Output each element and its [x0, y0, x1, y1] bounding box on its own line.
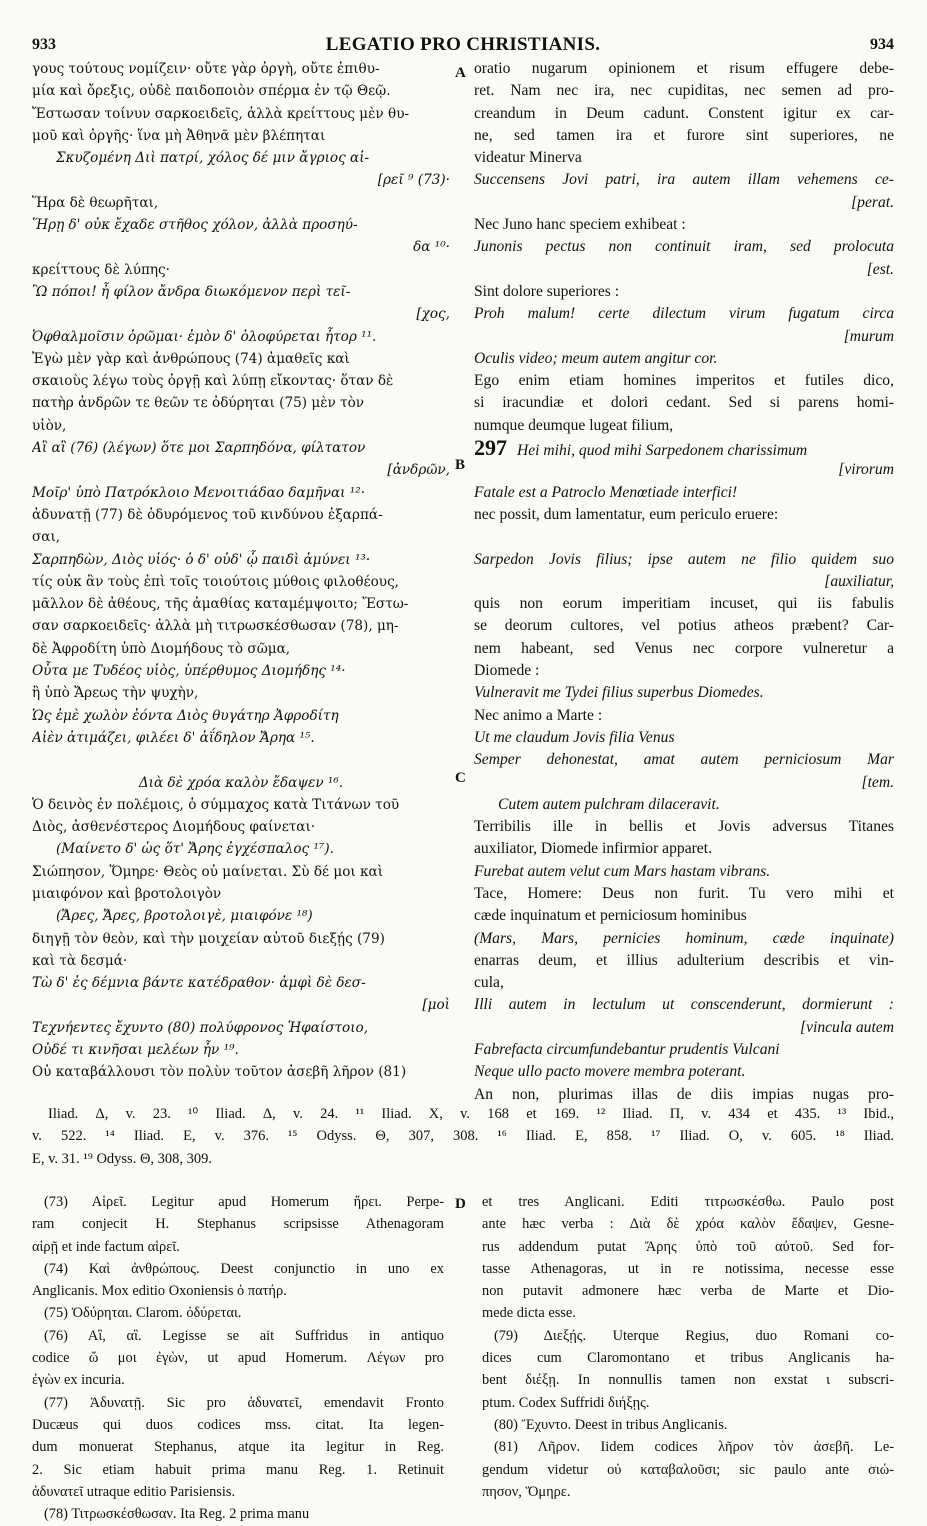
margin-letter-b: B	[455, 457, 466, 473]
footnote-line: ἀδυνατεῖ utraque editio Parisiensis.	[32, 1483, 236, 1500]
greek-line: Σκυζομένη Διὶ πατρί, χόλος δέ μιν ἄγριος αἱ-	[56, 150, 370, 167]
footnote-line: (77) Ἀδυνατῇ. Sic pro ἀδυνατεῖ, emendavit Fronto	[44, 1394, 444, 1411]
greek-line: σαι,	[32, 529, 61, 546]
latin-line: Ut me claudum Jovis filia Venus	[474, 728, 675, 746]
footnote-line: αἱρῇ et inde factum αἱρεῖ.	[32, 1238, 180, 1255]
greek-line: Τεχνήεντες ἔχυντο (80) πολύφρονος Ἡφαίστοιο,	[32, 1019, 369, 1036]
greek-line: Ἥρῃ δ' οὐκ ἔχαδε στῆθος χόλον, ἀλλὰ προσηύ-	[32, 217, 358, 234]
latin-line: nem habeant, sed Venus nec corpore vulneretur a	[474, 639, 894, 657]
footnote-line: πησον, Ὅμηρε.	[482, 1483, 571, 1500]
page-number-left: 933	[32, 36, 56, 53]
greek-line: Μοῖρ' ὑπὸ Πατρόκλοιο Μενοιτιάδαο δαμῆναι ¹²·	[32, 484, 366, 501]
latin-line: [auxiliatur,	[824, 572, 894, 590]
greek-line: Διὰ δὲ χρόα καλὸν ἔδαψεν ¹⁶.	[138, 774, 344, 791]
greek-line: Αἰὲν ἀτιμάζει, φιλέει δ' ἀΐδηλον Ἄρηα ¹⁵.	[32, 729, 315, 746]
footnote-line: (78) Τιτρωσκέσθωσαν. Ita Reg. 2 prima manu	[44, 1506, 310, 1523]
latin-line: Nec animo a Marte :	[474, 706, 603, 724]
greek-line: [μοὶ	[422, 997, 450, 1014]
latin-line: oratio nugarum opinionem et risum effugere debe-	[474, 60, 894, 77]
footnote-line: (80) Ἔχυντο. Deest in tribus Anglicanis.	[494, 1416, 728, 1433]
greek-line: υἱὸν,	[32, 417, 67, 434]
footnote-line: ptum. Codex Suffridi διήξῃς.	[482, 1394, 650, 1411]
latin-line: Diomede :	[474, 662, 540, 680]
greek-line: δα ¹⁰·	[413, 239, 450, 256]
latin-line: Nec Juno hanc speciem exhibeat :	[474, 216, 686, 234]
latin-line: [perat.	[851, 193, 894, 211]
greek-column	[32, 58, 450, 1084]
column-number-297: 297	[474, 437, 507, 460]
footnote-line: et tres Anglicani. Editi τιτρωσκέσθω. Paulo post	[482, 1194, 894, 1210]
footnote-line: codice ὤ μοι ἐγὼν, ut apud Homerum. Λέγων pro	[32, 1350, 444, 1367]
latin-line: [vincula autem	[800, 1018, 894, 1036]
greek-line: Αἲ αἲ (76) (λέγων) ὅτε μοι Σαρπηδόνα, φίλτατον	[32, 440, 366, 457]
latin-line: Furebat autem velut cum Mars hastam vibrans.	[474, 862, 771, 880]
latin-line	[474, 437, 894, 459]
latin-line: cæde inquinatum et perniciosum hominibus	[474, 907, 747, 925]
greek-line: Σαρπηδὼν, Διὸς υἱός· ὁ δ' οὐδ' ᾧ παιδὶ ἀμύνει ¹³·	[32, 551, 371, 568]
greek-line: (Μαίνετο δ' ὡς ὅτ' Ἄρης ἐγχέσπαλος ¹⁷).	[56, 841, 334, 858]
latin-line: Tace, Homere: Deus non furit. Tu vero mihi et	[474, 884, 894, 902]
latin-line: enarras deum, et illius adulterium describis et vin-	[474, 951, 894, 969]
latin-line: [est.	[866, 260, 894, 278]
latin-line: videatur Minerva	[474, 149, 582, 167]
footnotes-left-column	[32, 1192, 444, 1526]
latin-line: nec possit, dum lamentatur, eum periculo eruere:	[474, 505, 779, 523]
greek-line: διηγῇ τὸν θεὸν, καὶ τὴν μοιχείαν αὐτοῦ διεξῄς (79)	[32, 930, 385, 947]
greek-line: καὶ τὰ δεσμά·	[32, 952, 128, 969]
latin-line: Vulneravit me Tydei filius superbus Diomedes.	[474, 684, 764, 702]
latin-line: Fabrefacta circumfundebantur prudentis Vulcani	[474, 1041, 780, 1059]
margin-letter-c: C	[455, 770, 466, 786]
footnote-line: dum monuerat Stephanus, atque ita legitur in Reg.	[32, 1439, 444, 1456]
scripture-citations	[32, 1104, 894, 1171]
latin-line: Succensens Jovi patri, ira autem illam vehemens ce-	[474, 171, 894, 189]
latin-line: Cutem autem pulchram dilaceravit.	[498, 795, 720, 813]
greek-line: Τὼ δ' ἐς δέμνια βάντε κατέδραθον· ἀμφὶ δὲ δεσ-	[32, 975, 366, 992]
footnote-line: (76) Αἲ, αἲ. Legisse se ait Suffridus in antiquo	[44, 1327, 444, 1344]
latin-line: auxiliator, Diomede infirmior apparet.	[474, 840, 712, 858]
latin-line: creandum in Deum cadunt. Constent igitur ex car-	[474, 104, 894, 122]
margin-letter-d: D	[455, 1196, 466, 1212]
latin-line: si iracundiæ et dolori cedant. Sed si parens homi-	[474, 394, 894, 412]
latin-line: Sint dolore superiores :	[474, 282, 620, 300]
greek-line: Ὡς ἐμὲ χωλὸν ἐόντα Διὸς θυγάτηρ Ἀφροδίτη	[32, 707, 339, 724]
latin-column	[474, 58, 894, 1106]
latin-line: quis non eorum imperitiam incuset, qui iis fabulis	[474, 595, 894, 613]
footnote-line: gendum videtur οὐ καταβαλοῦσι; sic paulo ante σιώ-	[482, 1461, 894, 1478]
footnote-line: rus addendum putat Ἄρης ὑπὸ τοῦ αὐτοῦ. Sed for-	[482, 1238, 894, 1255]
latin-line: Proh malum! certe dilectum virum fugatum circa	[474, 305, 894, 323]
footnote-line: (73) Αἱρεῖ. Legitur apud Homerum ἥρει. Perpe-	[44, 1194, 444, 1210]
greek-line: ἢ ὑπὸ Ἄρεως τὴν ψυχὴν,	[32, 685, 199, 702]
latin-line: [murum	[843, 327, 894, 345]
latin-line: Terribilis ille in bellis et Jovis adversus Titanes	[474, 818, 894, 836]
latin-line: Semper dehonestat, amat autem perniciosum Mar	[474, 751, 894, 769]
page	[32, 32, 894, 1523]
latin-line: ret. Nam nec ira, nec cupiditas, nec semen ad pro-	[474, 82, 894, 100]
greek-line: ἀδυνατῇ (77) δὲ ὀδυρόμενος τοῦ κινδύνου ἐξαρπά-	[32, 506, 383, 523]
greek-line: Ὁ δεινὸς ἐν πολέμοις, ὁ σύμμαχος κατὰ Τιτάνων τοῦ	[32, 796, 400, 813]
greek-line: Οὐ καταβάλλουσι τὸν πολὺν τοῦτον ἀσεβῆ λῆρον (81)	[32, 1064, 407, 1081]
latin-line: cula,	[474, 974, 504, 992]
greek-line: Ἥρα δὲ θεωρῆται,	[32, 194, 159, 211]
greek-line: μοῦ καὶ ὀργῆς· ἵνα μὴ Ἀθηνᾶ μὲν βλέπηται	[32, 127, 326, 144]
latin-line: [virorum	[838, 461, 894, 479]
latin-line: numque deumque lugeat filium,	[474, 416, 674, 434]
footnote-line: ram conjecit H. Stephanus scripsisse Athenagoram	[32, 1216, 444, 1233]
greek-line: Σιώπησον, Ὅμηρε· Θεὸς οὐ μαίνεται. Σὺ δέ μοι καὶ	[32, 863, 384, 880]
footnote-line: (81) Λῆρον. Iidem codices λῆρον τὸν ἀσεβῆ. Le-	[494, 1439, 894, 1456]
footnote-line: dices cum Claromontano et tribus Anglicanis ha-	[482, 1350, 894, 1367]
running-header	[32, 32, 894, 58]
greek-line: δὲ Ἀφροδίτη ὑπὸ Διομήδους τὸ σῶμα,	[32, 640, 291, 657]
main-text	[32, 58, 894, 1108]
footnote-line: (74) Καὶ ἀνθρώπους. Deest conjunctio in uno ex	[44, 1260, 444, 1277]
footnote-line: Anglicanis. Mox editio Oxoniensis ὁ πατήρ.	[32, 1283, 287, 1300]
footnotes-right-column	[482, 1192, 894, 1504]
latin-line: Oculis video; meum autem angitur cor.	[474, 349, 718, 367]
citation-line: v. 522. ¹⁴ Iliad. E, v. 376. ¹⁵ Odyss. Θ, 307, 308. ¹⁶ Iliad. E, 858. ¹⁷ Iliad. O, v. 605. ¹⁸ Iliad.	[32, 1128, 894, 1145]
latin-line: [tem.	[861, 773, 894, 791]
latin-line: (Mars, Mars, pernicies hominum, cæde inquinate)	[474, 929, 894, 947]
greek-line: [χος,	[416, 306, 450, 323]
footnote-line: ἐγὼν ex incuria.	[32, 1372, 125, 1389]
greek-line: γους τούτους νομίζειν· οὔτε γὰρ ὀργὴ, οὔτε ἐπιθυ-	[32, 61, 380, 77]
latin-line: se deorum cultores, vel potius atheos præbent? Car-	[474, 617, 894, 635]
running-title: LEGATIO PRO CHRISTIANIS.	[325, 34, 601, 55]
latin-line: Ego enim etiam homines imperitos et futiles dico,	[474, 372, 894, 390]
margin-letter-a: A	[455, 65, 466, 81]
footnote-line: (75) Ὀδύρηται. Clarom. ὀδύρεται.	[44, 1305, 242, 1322]
greek-line: μιαιφόνον καὶ βροτολοιγὸν	[32, 885, 222, 902]
greek-line: μία καὶ ὄρεξις, οὐδὲ παιδοποιὸν σπέρμα ἐν τῷ Θεῷ.	[32, 83, 391, 100]
greek-line: σκαιοὺς λέγω τοὺς ὀργῇ καὶ λύπῃ εἴκοντας· ὅταν δὲ	[32, 373, 394, 390]
greek-line	[32, 749, 450, 771]
greek-line: Ἐγὼ μὲν γὰρ καὶ ἀνθρώπους (74) ἀμαθεῖς καὶ	[32, 350, 350, 367]
footnote-line: ante hæc verba : Διὰ δὲ χρόα καλὸν ἔδαψεν, Gesne-	[482, 1216, 894, 1233]
citation-line: Iliad. Δ, v. 23. ¹⁰ Iliad. Δ, v. 24. ¹¹ Iliad. X, v. 168 et 169. ¹² Iliad. Π, v. 434 et 435. ¹³ Ibid.,	[48, 1106, 894, 1122]
citation-line: E, v. 31. ¹⁹ Odyss. Θ, 308, 309.	[32, 1150, 213, 1167]
greek-line: Ὀφθαλμοῖσιν ὁρῶμαι· ἐμὸν δ' ὀλοφύρεται ἦτορ ¹¹.	[32, 328, 377, 345]
footnote-line: non putavit admonere hæc verba de Marte et Dio-	[482, 1283, 894, 1300]
footnote-line: Ducæus qui duos codices mss. citat. Ita legen-	[32, 1416, 444, 1433]
footnote-line: (79) Διεξῄς. Uterque Regius, duo Romani co-	[494, 1327, 894, 1344]
greek-line: τίς οὐκ ἂν τοὺς ἐπὶ τοῖς τοιούτοις μύθοις φιλοθέους,	[32, 573, 400, 590]
latin-line: Illi autem in lectulum ut conscenderunt, dormierunt :	[474, 996, 894, 1014]
greek-line: πατὴρ ἀνδρῶν τε θεῶν τε ὀδύρηται (75) μὲν τὸν	[32, 395, 365, 412]
latin-line	[474, 526, 894, 548]
greek-line: Οὐδέ τι κινῆσαι μελέων ἦν ¹⁹.	[32, 1042, 239, 1059]
latin-line: Fatale est a Patroclo Menœtiade interfici!	[474, 483, 738, 501]
latin-line: An non, plurimas illas de diis impias nugas pro-	[474, 1085, 894, 1103]
latin-line-text: Hei mihi, quod mihi Sarpedonem charissimum	[517, 442, 808, 460]
greek-line: Διὸς, ἀσθενέστερος Διομήδους φαίνεται·	[32, 819, 316, 836]
footnote-line: bent διέξῃ. In nonnullis tamen non exstat ι subscri-	[482, 1372, 894, 1389]
greek-line: Οὖτα με Τυδέος υἱὸς, ὑπέρθυμος Διομήδης ¹⁴·	[32, 663, 346, 680]
greek-line: κρείττους δὲ λύπης·	[32, 261, 170, 278]
greek-line: [ἀνδρῶν,	[387, 462, 450, 479]
footnote-line: 2. Sic etiam habuit prima manu Reg. 1. Retinuit	[32, 1461, 444, 1478]
greek-line: σαν σαρκοειδεῖς· ἀλλὰ μὴ τιτρωσκέσθωσαν (78), μη-	[32, 618, 399, 635]
latin-line: Junonis pectus non continuit iram, sed prolocuta	[474, 238, 894, 256]
latin-line: Sarpedon Jovis filius; ipse autem ne filio quidem suo	[474, 550, 894, 568]
footnote-line: tasse Athenagoras, ut in re notissima, necesse esse	[482, 1260, 894, 1277]
greek-line: Ὢ πόποι! ἦ φίλον ἄνδρα διωκόμενον περὶ τεῖ-	[32, 283, 351, 300]
footnote-line: mede dicta esse.	[482, 1305, 576, 1322]
greek-line: μᾶλλον δὲ ἀθέους, τῆς ἀμαθίας καταμέμψοιτο; Ἔστω-	[32, 596, 409, 613]
greek-line: (Ἄρες, Ἄρες, βροτολοιγὲ, μιαιφόνε ¹⁸)	[56, 908, 313, 925]
greek-line: Ἔστωσαν τοίνυν σαρκοειδεῖς, ἀλλὰ κρείττους μὲν θυ-	[32, 105, 410, 122]
latin-line: Neque ullo pacto movere membra poterant.	[474, 1063, 746, 1081]
latin-line: ne, sed tamen ira et furore sint superiores, ne	[474, 126, 894, 144]
greek-line: [ρεῖ ⁹ (73)·	[377, 172, 450, 189]
page-number-right: 934	[870, 36, 894, 53]
